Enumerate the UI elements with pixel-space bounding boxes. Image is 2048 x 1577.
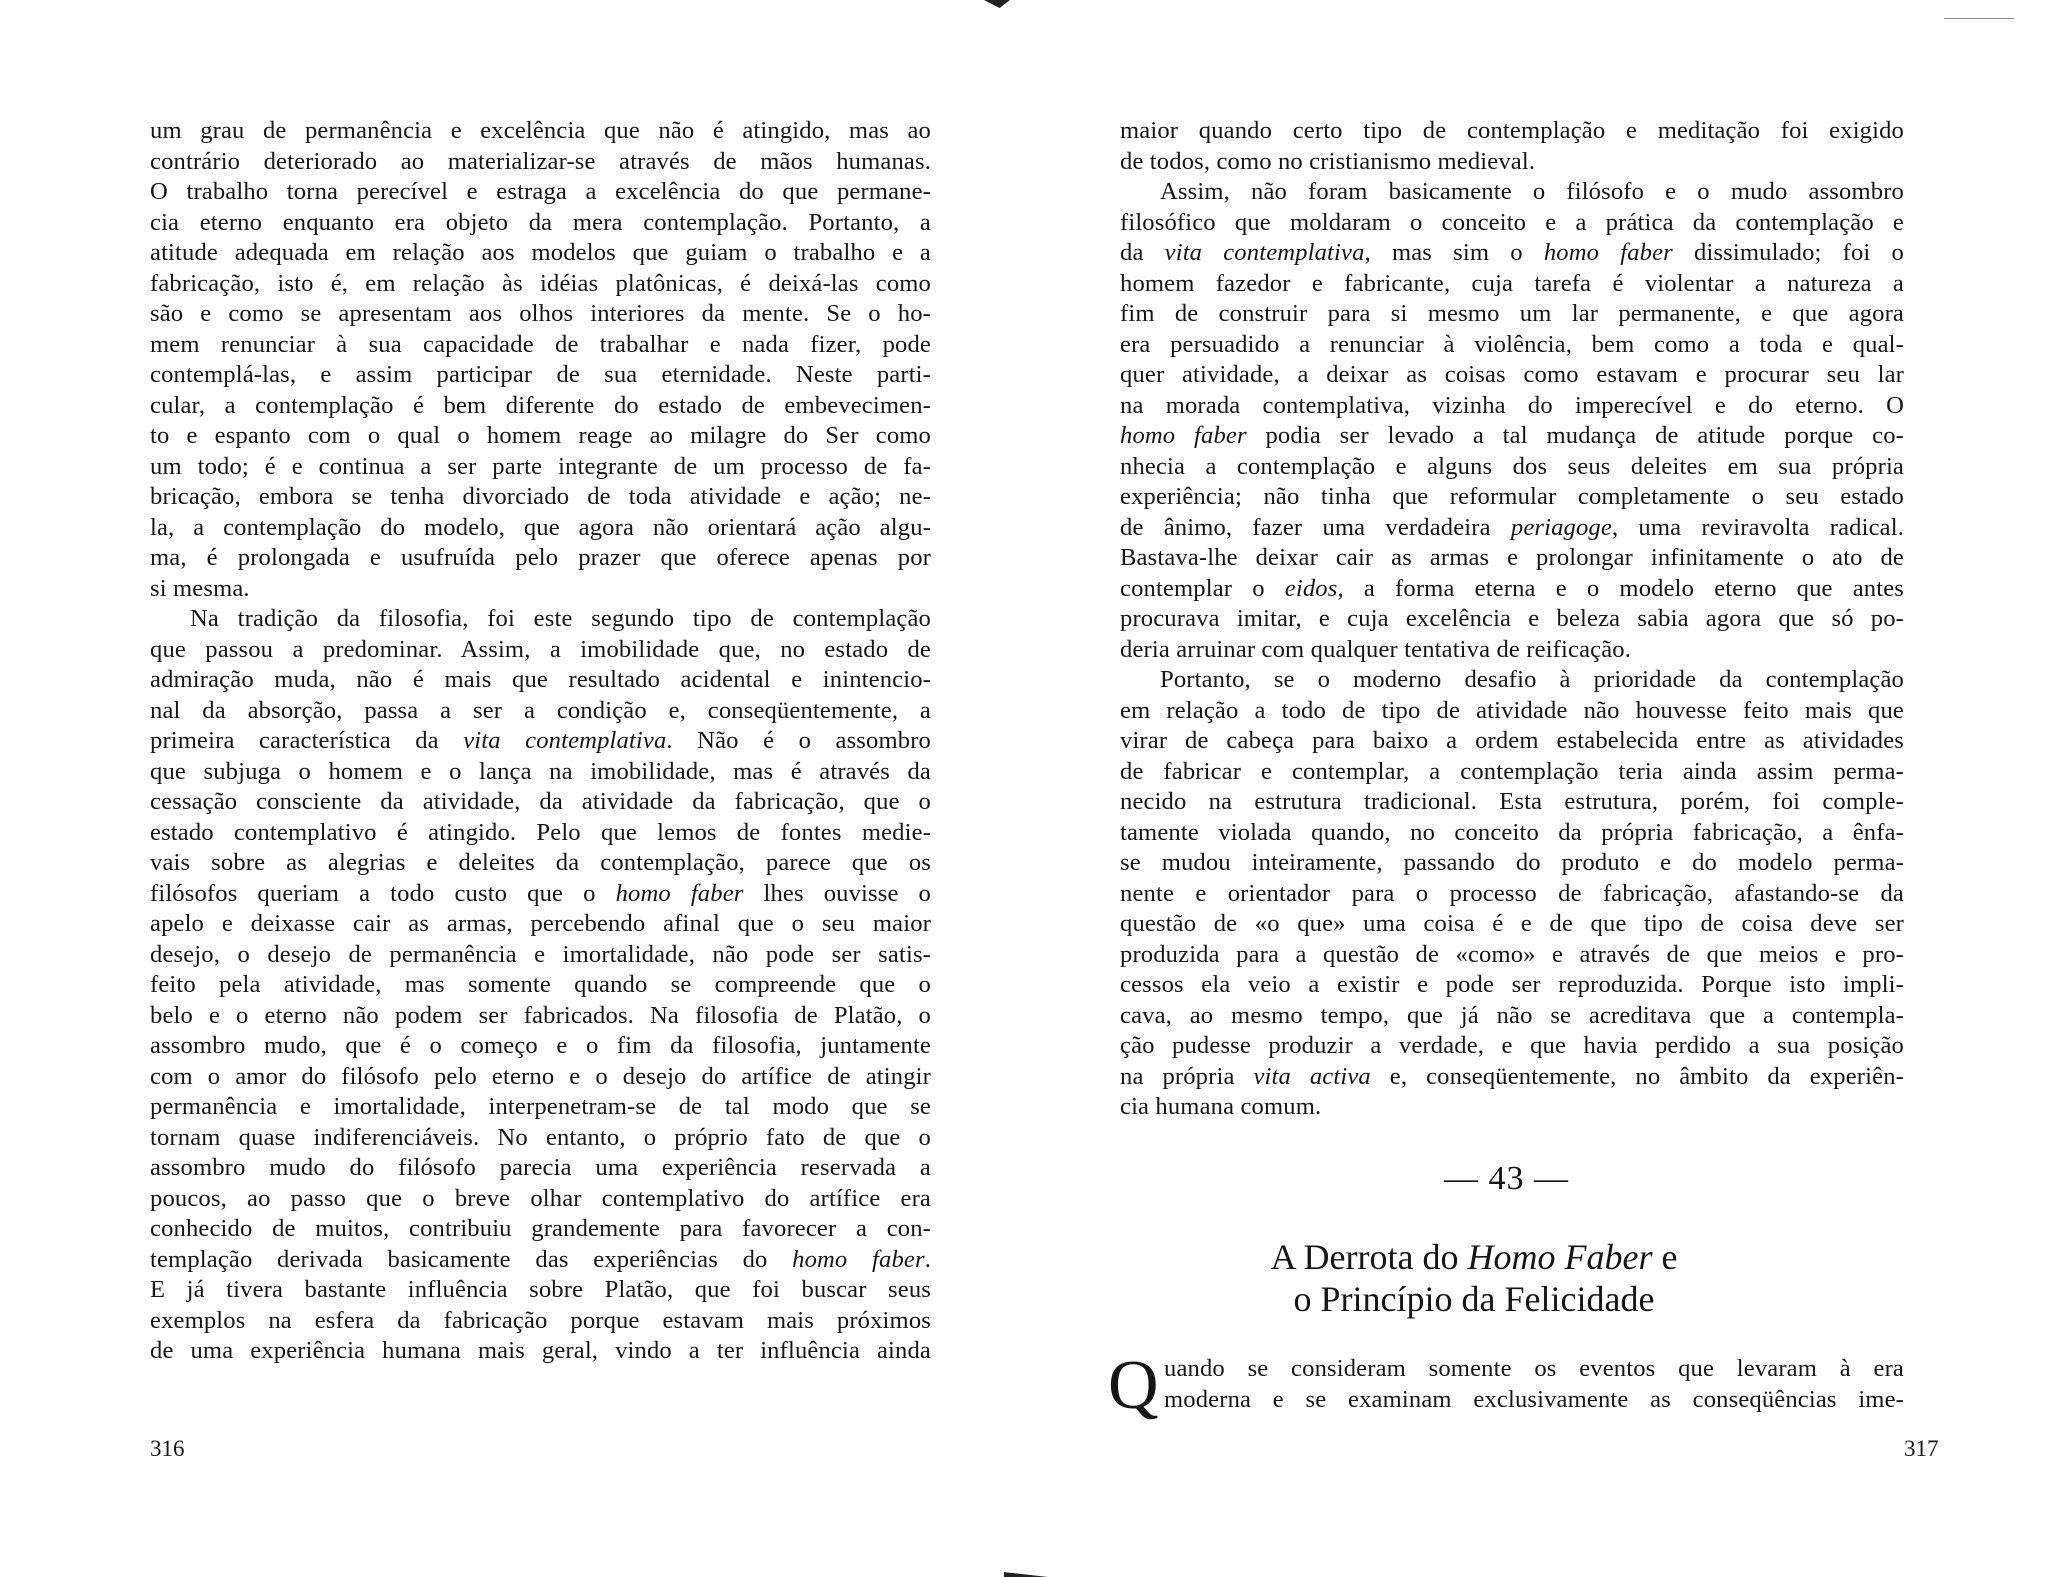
text-line: são e como se apresentam aos olhos interiores da mente. Se o ho- bbox=[150, 300, 931, 327]
text-line bbox=[1120, 1062, 1904, 1093]
text-line: virar de cabeça para baixo a ordem estabelecida entre as atividades bbox=[1120, 727, 1904, 754]
text-line: fabricação, isto é, em relação às idéias platônicas, é deixá-las como bbox=[150, 269, 931, 297]
text-line: belo e o eterno não podem ser fabricados. Na filosofia de Platão, o bbox=[150, 1001, 931, 1029]
text-line: tamente violada quando, no conceito da própria fabricação, a ênfa- bbox=[1120, 818, 1904, 846]
text-line bbox=[1120, 421, 1904, 452]
italic-term: eidos bbox=[1284, 574, 1338, 602]
text-line: to e espanto com o qual o homem reage ao milagre do Ser como bbox=[150, 422, 931, 449]
text-line: cessos ela veio a existir e pode ser reproduzida. Porque isto impli- bbox=[1120, 971, 1904, 998]
text-line: feito pela atividade, mas somente quando se compreende que o bbox=[150, 971, 931, 998]
text-line: procurava imitar, e cuja excelência e beleza sabia agora que só po- bbox=[1120, 605, 1904, 632]
text-line: em relação a todo de tipo de atividade não houvesse feito mais que bbox=[1120, 696, 1904, 724]
italic-term: periagoge bbox=[1510, 513, 1612, 541]
text-line: Bastava-lhe deixar cair as armas e prolongar infinitamente o ato de bbox=[1120, 544, 1904, 571]
chapter-opening-text bbox=[1120, 1354, 1904, 1415]
text-line: fim de construir para si mesmo um lar permanente, e que agora bbox=[1120, 300, 1904, 327]
chapter-title-line-2: o Princípio da Felicidade bbox=[1293, 1279, 1655, 1319]
right-page-text bbox=[1120, 116, 1904, 1123]
text-span: primeira característica da bbox=[150, 727, 464, 754]
text-line: estado contemplativo é atingido. Pelo que lemos de fontes medie- bbox=[150, 818, 931, 846]
text-line: ma, é prolongada e usufruída pelo prazer que oferece apenas por bbox=[150, 544, 931, 571]
text-line: Portanto, se o moderno desafio à prioridade da contemplação bbox=[1160, 666, 1904, 693]
text-span: lhes ouvisse o bbox=[743, 879, 931, 907]
text-line: nente e orientador para o processo de fabricação, afastando-se da bbox=[1120, 879, 1904, 907]
text-line: produzida para a questão de «como» e através de que meios e pro- bbox=[1120, 940, 1904, 968]
text-line: E já tivera bastante influência sobre Platão, que foi buscar seus bbox=[150, 1276, 931, 1303]
section-number: — 43 — bbox=[1444, 1160, 1569, 1197]
text-line: permanência e imortalidade, interpenetram-se de tal modo que se bbox=[150, 1093, 931, 1120]
text-line: quer atividade, a deixar as coisas como estavam e procurar seu lar bbox=[1120, 361, 1904, 388]
italic-term: vita activa bbox=[1253, 1062, 1371, 1090]
text-line: cava, ao mesmo tempo, que já não se acreditava que a contempla- bbox=[1120, 1001, 1904, 1029]
chapter-title bbox=[1194, 1236, 1754, 1320]
text-span: filósofos queriam a todo custo que o bbox=[150, 879, 616, 907]
text-line: de uma experiência humana mais geral, vindo a ter influência ainda bbox=[150, 1337, 931, 1364]
text-line: necido na estrutura tradicional. Esta estrutura, porém, foi comple- bbox=[1120, 788, 1904, 815]
text-span: e, conseqüentemente, no âmbito da experiên- bbox=[1370, 1062, 1904, 1090]
text-span: na própria bbox=[1120, 1062, 1254, 1090]
text-line: assombro mudo, que é o começo e o fim da filosofia, juntamente bbox=[150, 1032, 931, 1059]
text-line bbox=[1120, 574, 1904, 605]
text-line: atitude adequada em relação aos modelos que guiam o trabalho e a bbox=[150, 239, 931, 266]
text-span: templação derivada basicamente das experiências do bbox=[150, 1245, 793, 1273]
text-line: si mesma. bbox=[150, 574, 250, 602]
text-line: contemplá-las, e assim participar de sua eternidade. Neste parti- bbox=[150, 361, 931, 388]
page-number-left: 316 bbox=[150, 1436, 185, 1461]
text-line: ção pudesse produzir a verdade, e que havia perdido a sua posição bbox=[1120, 1032, 1904, 1059]
text-span: de ânimo, fazer uma verdadeira bbox=[1120, 513, 1511, 541]
text-line: poucos, ao passo que o breve olhar contemplativo do artífice era bbox=[150, 1184, 931, 1212]
text-line: assombro mudo do filósofo parecia uma experiência reservada a bbox=[150, 1154, 931, 1181]
text-line: nal da absorção, passa a ser a condição e, conseqüentemente, a bbox=[150, 696, 931, 724]
text-span: dissimulado; foi o bbox=[1672, 239, 1904, 266]
text-line: vais sobre as alegrias e deleites da contemplação, parece que os bbox=[150, 849, 931, 876]
text-span: da bbox=[1120, 239, 1165, 266]
text-line: experiência; não tinha que reformular completamente o seu estado bbox=[1120, 483, 1904, 510]
italic-term: vita contemplativa bbox=[463, 727, 667, 754]
text-line bbox=[1120, 238, 1904, 269]
left-page-text bbox=[150, 116, 931, 1367]
text-line: homem fazedor e fabricante, cuja tarefa é violentar a natureza a bbox=[1120, 269, 1904, 297]
text-line: cular, a contemplação é bem diferente do estado de embevecimen- bbox=[150, 391, 931, 419]
text-line bbox=[150, 879, 931, 910]
text-span: podia ser levado a tal mudança de atitude porque co- bbox=[1246, 422, 1904, 449]
italic-term: vita contemplativa bbox=[1164, 239, 1365, 266]
text-line bbox=[150, 726, 931, 757]
chapter-title-line-1: A Derrota do Homo Faber e bbox=[1270, 1237, 1678, 1277]
text-line: de fabricar e contemplar, a contemplação teria ainda assim perma- bbox=[1120, 757, 1904, 785]
text-line: na morada contemplativa, vizinha do imperecível e do eterno. O bbox=[1120, 391, 1904, 419]
page-number-right: 317 bbox=[1904, 1436, 1939, 1461]
text-line: de todos, como no cristianismo medieval. bbox=[1120, 147, 1536, 175]
italic-term: homo faber bbox=[615, 879, 744, 907]
text-line: desejo, o desejo de permanência e imortalidade, não pode ser satis- bbox=[150, 940, 931, 968]
text-line: la, a contemplação do modelo, que agora não orientará ação algu- bbox=[150, 513, 931, 541]
text-line: deria arruinar com qualquer tentativa de reificação. bbox=[1120, 635, 1632, 663]
text-line bbox=[150, 1245, 931, 1276]
text-line: bricação, embora se tenha divorciado de toda atividade e ação; ne- bbox=[150, 483, 931, 510]
text-line: filosófico que moldaram o conceito e a prática da contemplação e bbox=[1120, 208, 1904, 236]
text-line: Na tradição da filosofia, foi este segundo tipo de contemplação bbox=[190, 605, 931, 632]
text-line: um todo; é e continua a ser parte integrante de um processo de fa- bbox=[150, 452, 931, 480]
text-line: mem renunciar à sua capacidade de trabalhar e nada fizer, pode bbox=[150, 330, 931, 358]
italic-term: homo faber bbox=[1120, 422, 1247, 449]
text-line: admiração muda, não é mais que resultado acidental e inintencio- bbox=[150, 666, 931, 693]
text-line bbox=[1120, 513, 1904, 544]
text-span: , uma reviravolta radical. bbox=[1611, 513, 1904, 541]
italic-term: homo faber bbox=[1543, 239, 1673, 266]
scan-rule bbox=[1944, 18, 2014, 19]
text-line: com o amor do filósofo pelo eterno e o desejo do artífice de atingir bbox=[150, 1062, 931, 1090]
text-line: que passou a predominar. Assim, a imobilidade que, no estado de bbox=[150, 635, 931, 663]
drop-cap: Q bbox=[1108, 1347, 1159, 1424]
text-span: . Não é o assombro bbox=[666, 727, 931, 754]
text-line: nhecia a contemplação e alguns dos seus deleites em sua própria bbox=[1120, 452, 1904, 480]
text-line: questão de «o que» uma coisa é e de que tipo de coisa deve ser bbox=[1120, 910, 1904, 937]
text-line: se mudou inteiramente, passando do produto e do modelo perma- bbox=[1120, 849, 1904, 876]
text-line: apelo e deixasse cair as armas, percebendo afinal que o seu maior bbox=[150, 910, 931, 937]
text-line: conhecido de muitos, contribuiu grandemente para favorecer a con- bbox=[150, 1215, 931, 1242]
text-line: tornam quase indiferenciáveis. No entanto, o próprio fato de que o bbox=[150, 1123, 931, 1151]
italic-term: homo faber bbox=[792, 1245, 925, 1273]
text-line: contrário deteriorado ao materializar-se através de mãos humanas. bbox=[150, 147, 931, 175]
text-line: cia humana comum. bbox=[1120, 1093, 1322, 1120]
right-page bbox=[1024, 0, 2048, 1577]
text-line: cessação consciente da atividade, da atividade da fabricação, que o bbox=[150, 788, 931, 815]
text-span: . bbox=[924, 1245, 931, 1273]
text-line: uando se consideram somente os eventos que levaram à era bbox=[1164, 1355, 1904, 1382]
text-span: , a forma eterna e o modelo eterno que antes bbox=[1337, 574, 1905, 602]
text-span: , mas sim o bbox=[1364, 239, 1544, 266]
text-line: O trabalho torna perecível e estraga a excelência do que permane- bbox=[150, 178, 931, 205]
text-line: cia eterno enquanto era objeto da mera contemplação. Portanto, a bbox=[150, 208, 931, 236]
text-line: Assim, não foram basicamente o filósofo e o mudo assombro bbox=[1160, 178, 1904, 205]
text-line: moderna e se examinam exclusivamente as conseqüências ime- bbox=[1164, 1385, 1904, 1413]
text-line: maior quando certo tipo de contemplação e meditação foi exigido bbox=[1120, 117, 1904, 144]
text-line: um grau de permanência e excelência que não é atingido, mas ao bbox=[150, 117, 931, 144]
text-line: que subjuga o homem e o lança na imobilidade, mas é através da bbox=[150, 757, 931, 785]
text-span: contemplar o bbox=[1120, 574, 1285, 602]
text-line: exemplos na esfera da fabricação porque estavam mais próximos bbox=[150, 1306, 931, 1334]
text-line: era persuadido a renunciar à violência, bem como a toda e qual- bbox=[1120, 330, 1904, 358]
